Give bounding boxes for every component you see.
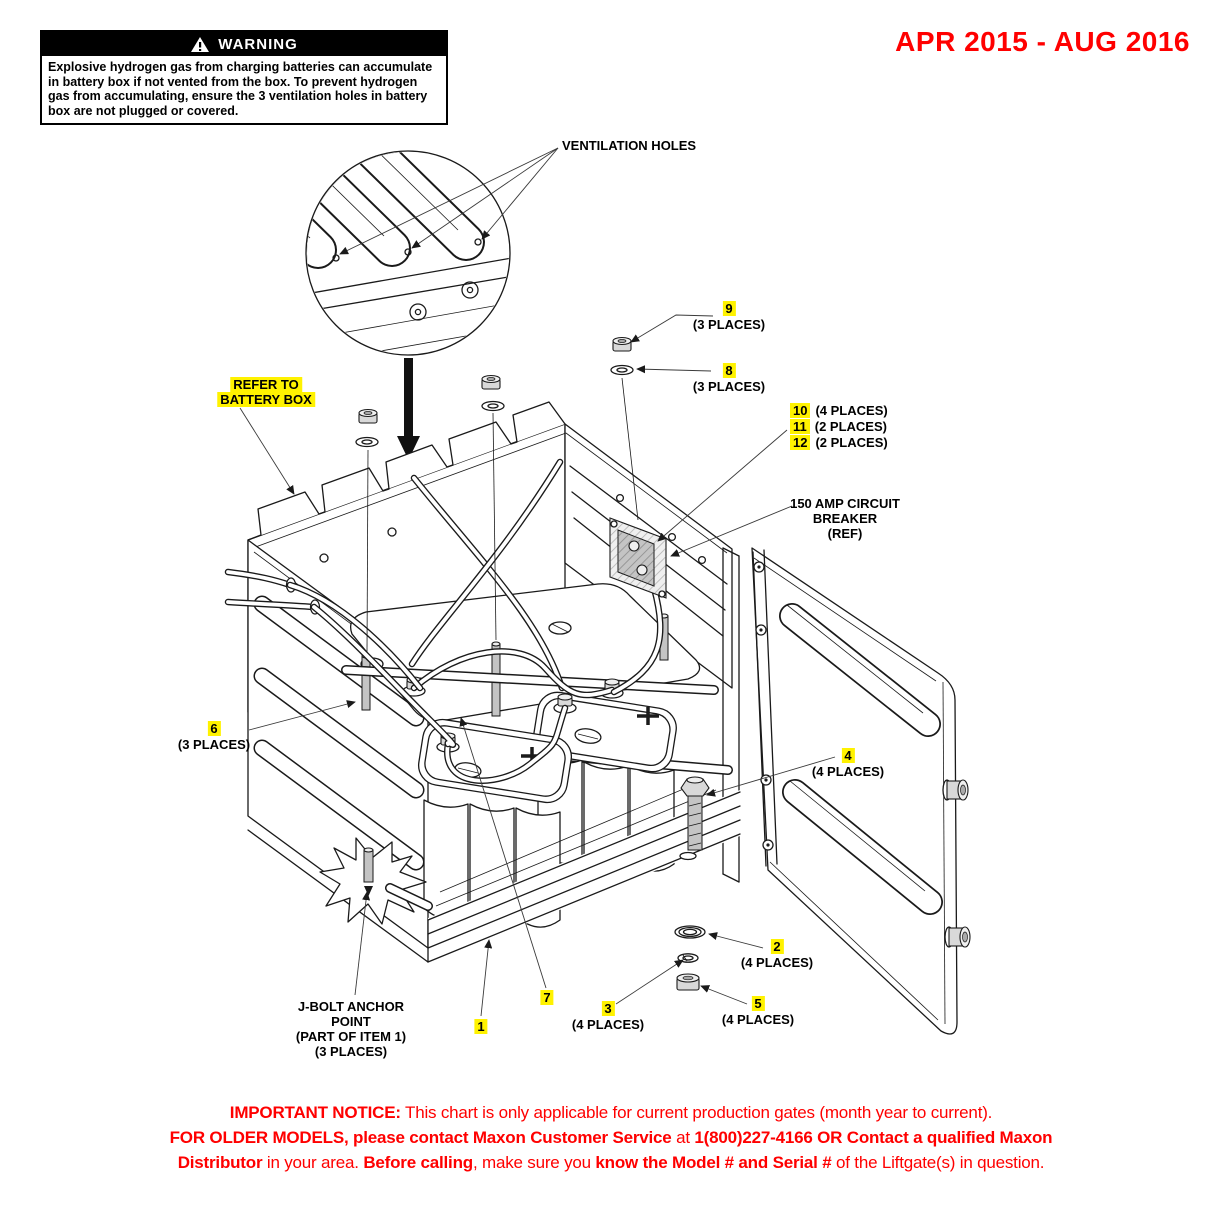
detail-circle (170, 97, 516, 362)
notice-line: FOR OLDER MODELS, please contact Maxon Customer Service at 1(800)227-4166 OR Contact a qualified Maxon (169, 1128, 1053, 1147)
fastener-stack (675, 926, 705, 990)
washer-item8 (482, 402, 504, 411)
callout-7: 7 (540, 990, 553, 1005)
nut-item5 (677, 974, 699, 990)
washer-item8 (356, 438, 378, 447)
refer-to-battery-box-label: REFER TO BATTERY BOX (217, 377, 315, 407)
date-range: APR 2015 - AUG 2016 (895, 26, 1190, 57)
callout-9: 9 (3 PLACES) (692, 301, 766, 332)
ventilation-holes-label: VENTILATION HOLES (562, 138, 697, 153)
breaker-ref-label: 150 AMP CIRCUIT BREAKER (REF) (790, 496, 900, 541)
warning-body: Explosive hydrogen gas from charging batteries can accumulate in battery box if not vented from the box. To prevent hydrogen gas from accumulating, ensure the 3 ventilation holes in battery box are not plugged or covered. (48, 60, 433, 118)
callout-4: 4 (4 PLACES) (811, 748, 885, 779)
callout-11: 11 (2 PLACES) (790, 419, 887, 434)
warning-triangle-icon (190, 36, 210, 53)
callout-10: 10 (4 PLACES) (790, 403, 888, 418)
warning-box (40, 30, 448, 125)
important-notice (0, 1100, 1222, 1175)
notice-line: IMPORTANT NOTICE: This chart is only applicable for current production gates (month year to current). (229, 1103, 993, 1122)
jbolt-rod (364, 850, 373, 882)
callout-6: 6 (3 PLACES) (177, 721, 251, 752)
jbolt-anchor-label: J-BOLT ANCHOR POINT (PART OF ITEM 1) (3 PLACES) (295, 999, 407, 1059)
latch-pin (943, 780, 968, 800)
washer-item8 (611, 366, 633, 375)
bolt-hole (680, 853, 696, 860)
callout-2: 2 (4 PLACES) (740, 939, 814, 970)
nut-item9 (359, 410, 377, 424)
nut-item9 (482, 376, 500, 390)
callout-3: 3 (4 PLACES) (571, 1001, 645, 1032)
nut-item9 (613, 338, 631, 352)
callout-1: 1 (474, 1019, 487, 1034)
warning-title: WARNING (218, 35, 298, 53)
callout-8: 8 (3 PLACES) (692, 363, 766, 394)
washer-item2 (675, 926, 705, 938)
latch-pin (945, 927, 970, 947)
zoom-arrow (397, 358, 420, 460)
warning-header (42, 32, 446, 56)
callout-12: 12 (2 PLACES) (790, 435, 888, 450)
notice-line: Distributor in your area. Before calling, make sure you know the Model # and Serial # of the Liftgate(s) in question. (177, 1153, 1045, 1172)
callout-5: 5 (4 PLACES) (721, 996, 795, 1027)
